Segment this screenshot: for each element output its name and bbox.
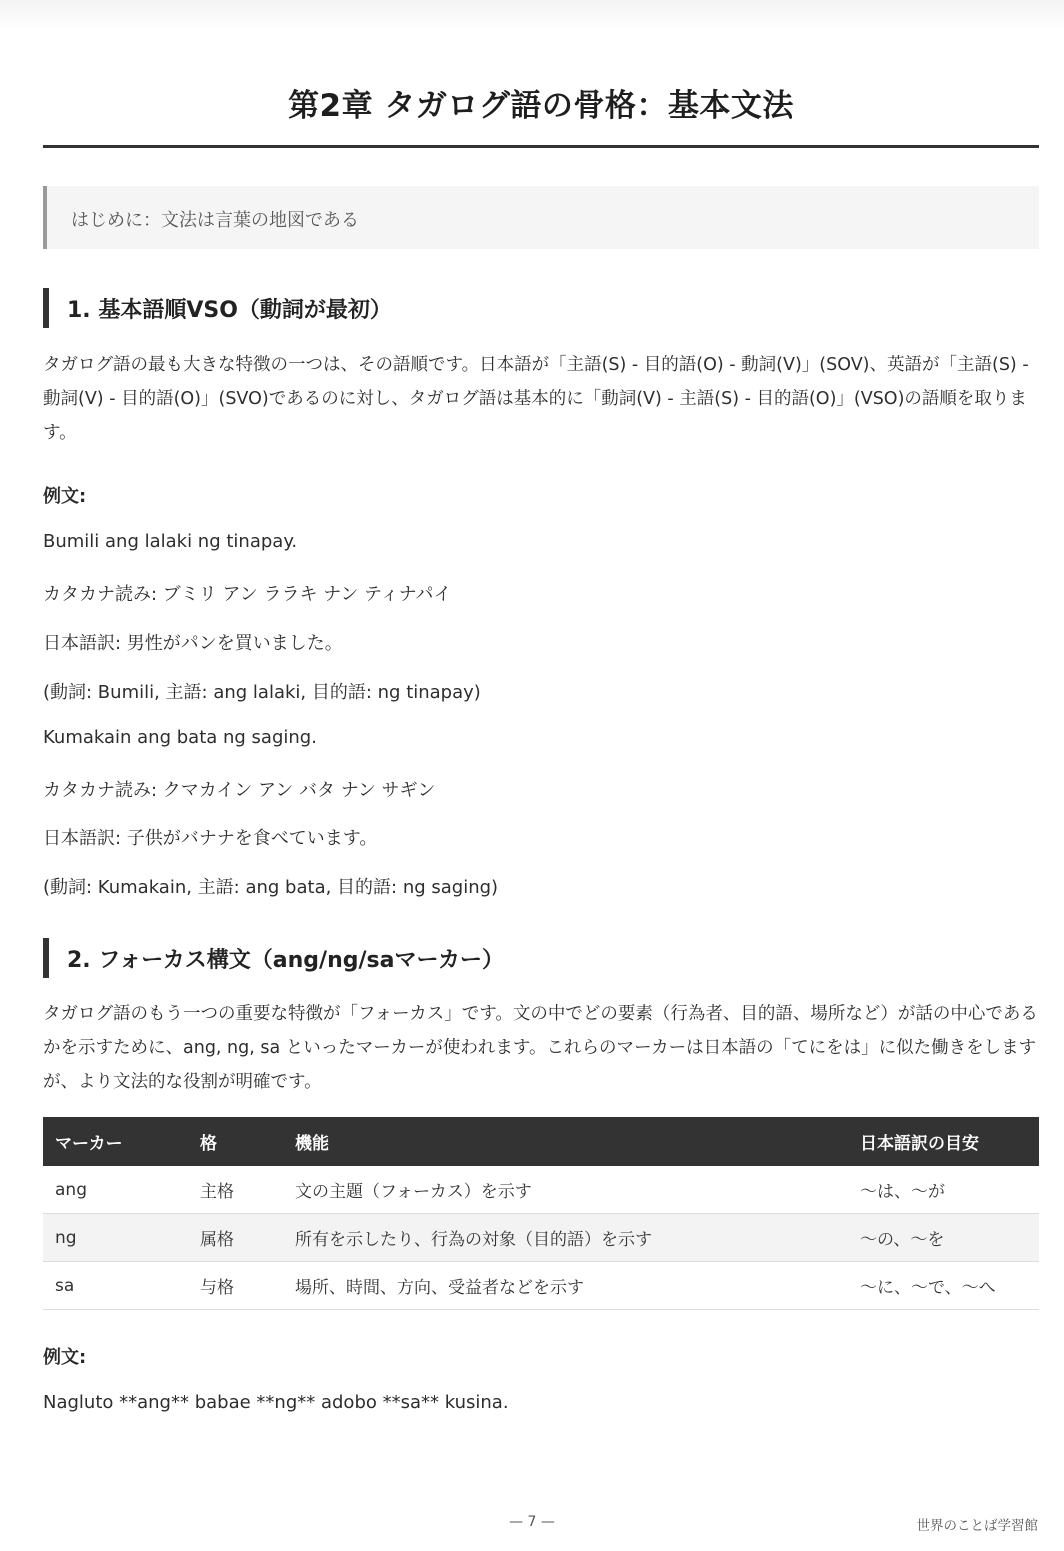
table-cell-case: 主格 — [188, 1166, 283, 1214]
section-heading-2 — [43, 938, 1039, 978]
section-heading-2-text: 2. フォーカス構文（ang/ng/saマーカー） — [67, 948, 505, 973]
example-analysis: (動詞: Kumakain, 主語: ang bata, 目的語: ng saging) — [43, 877, 499, 898]
section-2-paragraph: タガログ語のもう一つの重要な特徴が「フォーカス」です。文の中でどの要素（行為者、目的語、場所など）が話の中心であるかを示すために、ang, ng, sa といったマーカーが使われます。これらのマーカーは日本語の「てにをは」に似た働きをしますが、より文法的な役割が明確です。 — [43, 1004, 1038, 1092]
example-katakana: カタカナ読み: クマカイン アン バタ ナン サギン — [43, 780, 436, 801]
top-shade — [0, 0, 1064, 30]
table-row — [43, 1214, 1039, 1262]
example-analysis: (動詞: Bumili, 主語: ang lalaki, 目的語: ng tinapay) — [43, 682, 481, 703]
example-translation: 日本語訳: 男性がパンを買いました。 — [43, 633, 343, 654]
example-sentence: Bumili ang lalaki ng tinapay. — [43, 531, 298, 552]
table-header-marker: マーカー — [55, 1134, 123, 1154]
table-cell-function: 所有を示したり、行為の対象（目的語）を示す — [283, 1214, 848, 1262]
table-cell-case: 与格 — [188, 1262, 283, 1310]
table-cell-function: 場所、時間、方向、受益者などを示す — [283, 1262, 848, 1310]
marker-table — [43, 1117, 1039, 1310]
intro-text: はじめに：文法は言葉の地図である — [71, 210, 359, 231]
table-cell-marker: ang — [43, 1166, 188, 1214]
section-heading-1 — [43, 288, 1039, 328]
table-cell-case: 属格 — [188, 1214, 283, 1262]
table-cell-marker: ng — [43, 1214, 188, 1262]
table-header-function: 機能 — [295, 1134, 329, 1154]
example-label-2: 例文: — [43, 1347, 87, 1368]
table-header-row — [43, 1117, 1039, 1166]
chapter-title: 第2章 タガログ語の骨格：基本文法 — [288, 88, 794, 124]
table-row — [43, 1166, 1039, 1214]
section-1-paragraph: タガログ語の最も大きな特徴の一つは、その語順です。日本語が「主語(S) - 目的語(O) - 動詞(V)」(SOV)、英語が「主語(S) - 動詞(V) - 目的語(O)」(SVO)であるのに対し、タガログ語は基本的に「動詞(V) - 主語(S) - 目的語(O)」(VSO)の語順を取ります。 — [43, 355, 1029, 443]
table-cell-function: 文の主題（フォーカス）を示す — [283, 1166, 848, 1214]
table-cell-translation: 〜は、〜が — [848, 1166, 1039, 1214]
section-heading-1-text: 1. 基本語順VSO（動詞が最初） — [67, 298, 392, 323]
table-cell-translation: 〜に、〜で、〜へ — [848, 1262, 1039, 1310]
table-row — [43, 1262, 1039, 1310]
table-header-case: 格 — [200, 1134, 217, 1154]
example-katakana: カタカナ読み: ブミリ アン ララキ ナン ティナパイ — [43, 584, 452, 605]
intro-callout — [43, 186, 1039, 249]
table-cell-translation: 〜の、〜を — [848, 1214, 1039, 1262]
focus-example-sentence: Nagluto **ang** babae **ng** adobo **sa** kusina. — [43, 1392, 509, 1413]
example-sentence: Kumakain ang bata ng saging. — [43, 727, 317, 748]
example-translation: 日本語訳: 子供がバナナを食べています。 — [43, 828, 378, 849]
footer-brand: 世界のことば学習館 — [916, 1518, 1038, 1534]
page-number: — 7 — — [509, 1514, 555, 1530]
example-label-1: 例文: — [43, 486, 87, 507]
title-divider — [43, 145, 1039, 148]
table-header-translation: 日本語訳の目安 — [860, 1134, 979, 1154]
table-cell-marker: sa — [43, 1262, 188, 1310]
